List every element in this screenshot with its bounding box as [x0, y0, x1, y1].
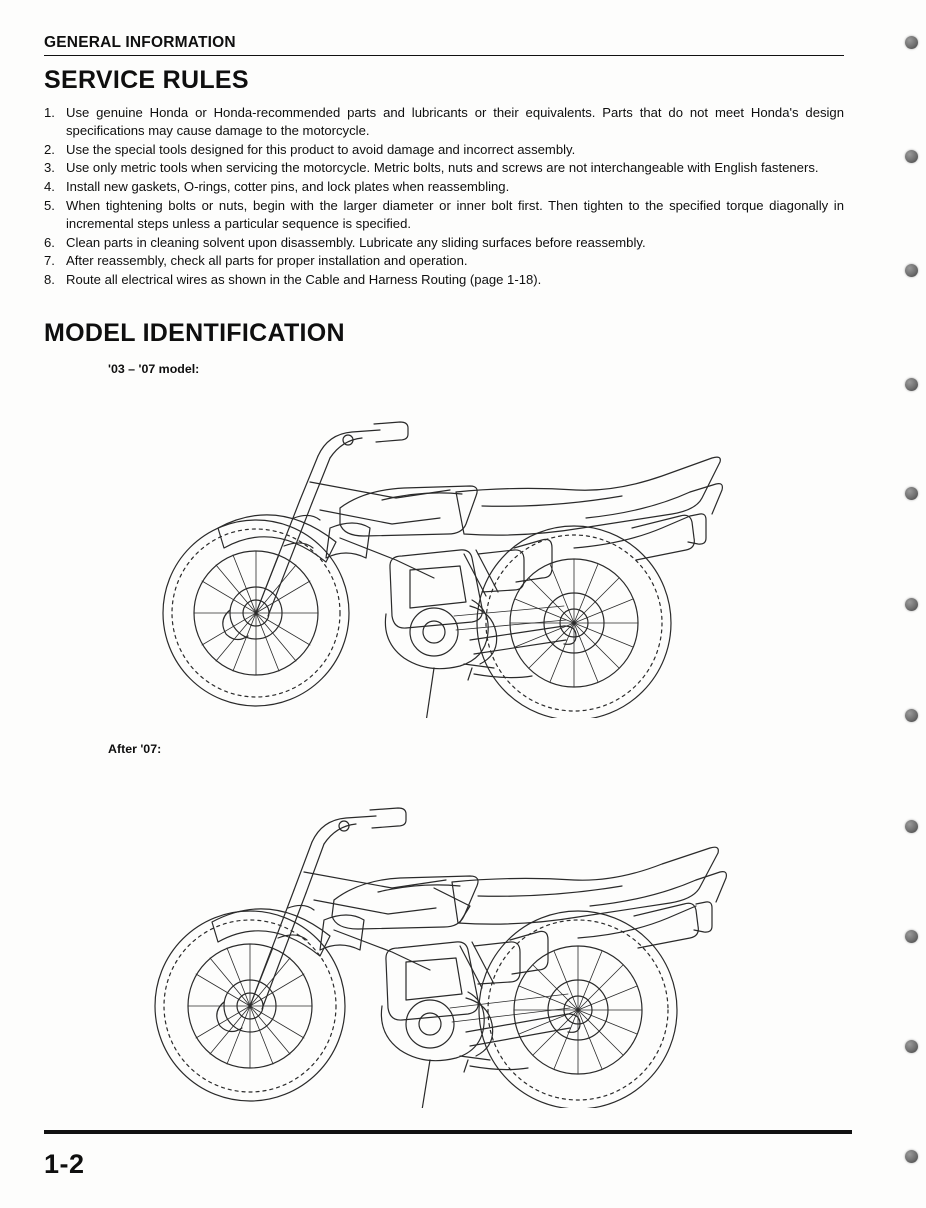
list-item-number: 6.	[44, 234, 55, 250]
list-item	[44, 252, 844, 270]
list-item	[44, 159, 844, 177]
figure-model-03-07	[44, 362, 844, 728]
list-item-text: Use genuine Honda or Honda-recommended parts and lubricants or their equivalents. Parts that do not meet Honda's design specifications may cause damage to the motorcycle.	[66, 105, 844, 138]
punch-hole	[905, 1040, 918, 1053]
section-title-service-rules: SERVICE RULES	[44, 66, 249, 94]
list-item-text: Clean parts in cleaning solvent upon disassembly. Lubricate any sliding surfaces before reassembly.	[66, 234, 646, 250]
punch-hole	[905, 930, 918, 943]
list-item-number: 7.	[44, 253, 55, 269]
figure-caption: '03 – '07 model:	[108, 361, 200, 376]
list-item-text: Use the special tools designed for this product to avoid damage and incorrect assembly.	[66, 141, 576, 157]
motorcycle-illustration	[44, 758, 844, 1118]
figure-model-after-07	[44, 742, 844, 1118]
punch-hole	[905, 709, 918, 722]
list-item-number: 3.	[44, 160, 55, 176]
punch-hole	[905, 598, 918, 611]
motorcycle-line-drawing-icon	[134, 378, 754, 718]
list-item-number: 2.	[44, 141, 55, 157]
list-item-text: Use only metric tools when servicing the motorcycle. Metric bolts, nuts and screws are not interchangeable with English fasteners.	[66, 160, 819, 176]
list-item-text: Install new gaskets, O-rings, cotter pins, and lock plates when reassembling.	[66, 179, 510, 195]
list-item-number: 5.	[44, 197, 55, 213]
list-item-number: 8.	[44, 272, 55, 288]
punch-hole	[905, 487, 918, 500]
list-item-number: 1.	[44, 105, 55, 120]
punch-hole	[905, 378, 918, 391]
binder-holes	[886, 0, 926, 1208]
list-item	[44, 141, 844, 159]
list-item-text: When tightening bolts or nuts, begin with the larger diameter or inner bolt first. Then tighten to the specified torque diagonally in incremental steps unless a particular sequence is specified.	[66, 197, 844, 231]
punch-hole	[905, 36, 918, 49]
punch-hole	[905, 150, 918, 163]
list-item	[44, 178, 844, 196]
section-title-model-identification: MODEL IDENTIFICATION	[44, 318, 345, 347]
header-divider	[44, 55, 844, 56]
footer-divider	[44, 1130, 852, 1134]
figure-caption: After '07:	[108, 741, 162, 756]
list-item-number: 4.	[44, 179, 55, 195]
list-item	[44, 104, 844, 140]
list-item	[44, 271, 844, 289]
service-rules-list	[44, 104, 844, 289]
motorcycle-illustration	[44, 378, 844, 728]
punch-hole	[905, 264, 918, 277]
list-item	[44, 234, 844, 252]
list-item-text: Route all electrical wires as shown in the Cable and Harness Routing (page 1-18).	[66, 272, 542, 288]
page-number: 1-2	[44, 1149, 85, 1179]
list-item	[44, 197, 844, 233]
running-head: GENERAL INFORMATION	[44, 34, 236, 51]
motorcycle-line-drawing-icon	[134, 758, 754, 1108]
punch-hole	[905, 1150, 918, 1163]
page-content	[44, 34, 844, 1118]
punch-hole	[905, 820, 918, 833]
list-item-text: After reassembly, check all parts for proper installation and operation.	[66, 253, 468, 269]
